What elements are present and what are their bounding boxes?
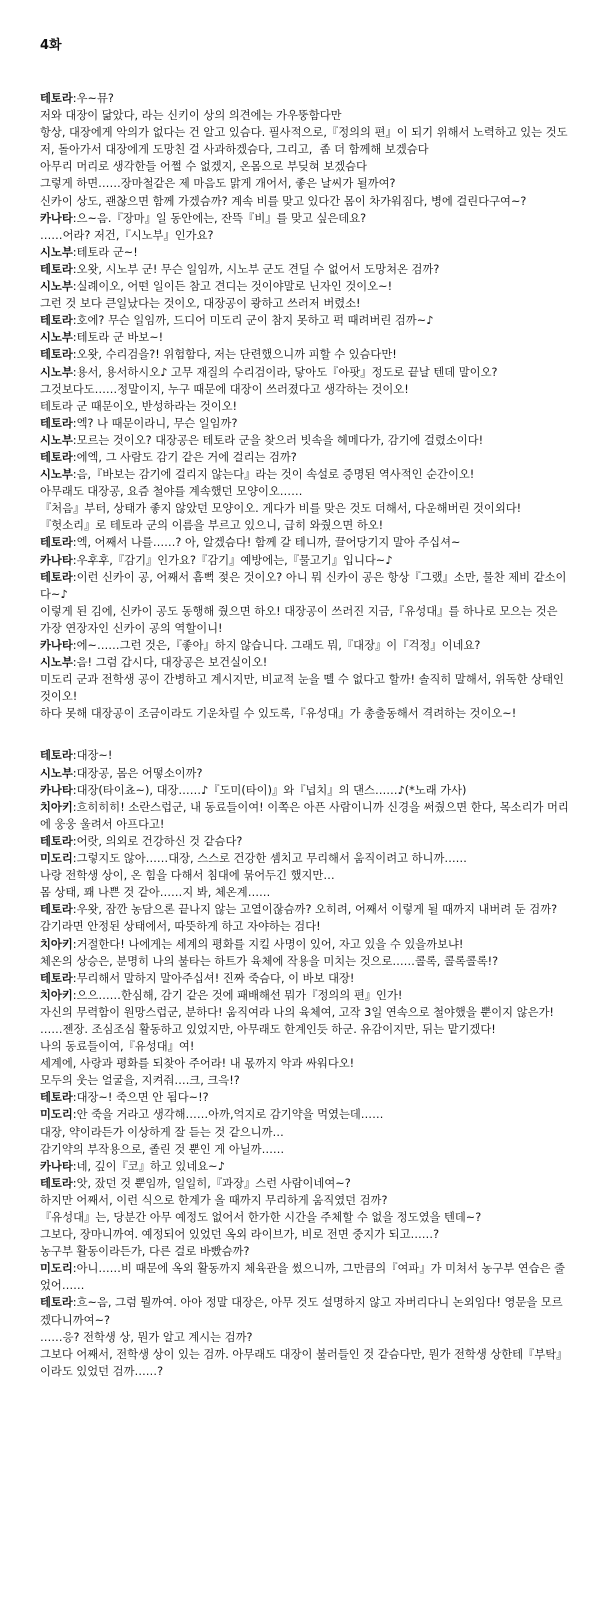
dialogue-text: 『처음』부터, 상태가 좋지 않았던 모양이오. 게다가 비를 맞은 것도 더해서, 다운해버린 것이외다! xyxy=(40,502,522,516)
speaker-name: 테토라 xyxy=(40,834,73,848)
dialogue-line: 테토라:흐~음, 그럼 뭘까여. 아아 정말 대장은, 아무 것도 설명하지 않고 자버리다니 논외임다! 영문을 모르겠다니까여~? xyxy=(40,1296,563,1327)
dialogue-text: 엑, 어째서 나를……? 아, 알겠슴다! 함께 갈 테니까, 끌어당기지 말아 주십셔~ xyxy=(76,536,461,550)
dialogue-line: 미도리:그렇지도 않아……대장, 스스로 건강한 셈치고 무리해서 움직이려고 하니까…… xyxy=(40,852,467,866)
dialogue-text: 대장공, 몸은 어떻소이까? xyxy=(76,766,203,780)
dialogue-line: 시노부:모르는 것이오? 대장공은 테토라 군을 찾으러 빗속을 헤메다가, 감기에 걸렸소이다! xyxy=(40,433,484,447)
dialogue-line xyxy=(40,381,570,398)
dialogue-text: 아무리 머리로 생각한들 어쩔 수 없겠지, 온몸으로 부딪혀 보겠슴다 xyxy=(40,160,367,174)
dialogue-text: 그렇지도 않아……대장, 스스로 건강한 셈치고 무리해서 움직이려고 하니까…… xyxy=(76,852,467,866)
dialogue-text: 음,『바보는 감기에 걸리지 않는다』라는 것이 속설로 증명된 역사적인 순간이오! xyxy=(76,468,475,482)
dialogue-line xyxy=(40,227,570,244)
dialogue-line xyxy=(40,193,570,210)
dialogue-text: 농구부 활동이라든가, 다른 걸로 바빴슴까? xyxy=(40,1245,250,1259)
dialogue-line xyxy=(40,158,570,175)
dialogue-text: 아니……비 때문에 옥외 활동까지 체육관을 썼으니까, 그만큼의『여파』가 미쳐서 농구부 연습은 줄었어…… xyxy=(40,1262,566,1293)
dialogue-text: 그보다 어째서, 전학생 상이 있는 검까. 아무래도 대장이 불러들인 것 같슴다만, 뭔가 전학생 상한테『부탁』이라도 있었던 검까……? xyxy=(40,1347,568,1378)
dialogue-text: 몸 상태, 꽤 나쁜 것 같아……지 봐, 체온계…… xyxy=(40,886,271,900)
dialogue-text: 대장(타이쵸~), 대장……♪『도미(타이)』와『넙치』의 댄스……♪(*노래 가사) xyxy=(76,783,467,797)
dialogue-text: 나의 동료들이여,『유성대』여! xyxy=(40,1040,195,1054)
dialogue-text: 이런 신카이 공, 어째서 흠뻑 젖은 것이오? 아니 뭐 신카이 공은 항상『그랬』소만, 물찬 제비 같소이다~♪ xyxy=(40,570,567,601)
speaker-name: 카나타 xyxy=(40,783,73,797)
dialogue-line: 테토라:대장~! xyxy=(40,749,113,763)
dialogue-line: 테토라:우왓, 잠깐 농담으론 끝나지 않는 고열이잖슴까? 오히려, 어째서 이렇게 될 때까지 내버려 둔 검까? xyxy=(40,903,558,917)
speaker-name: 시노부 xyxy=(40,433,73,447)
speaker-name: 시노부 xyxy=(40,656,73,670)
speaker-name: 치아키 xyxy=(40,937,73,951)
dialogue-line: 테토라:오왓, 수리검을?! 위험함다, 저는 단련했으니까 피할 수 있슴다만! xyxy=(40,348,397,362)
dialogue-line: 테토라:오왓, 시노부 군! 무슨 일임까, 시노부 군도 견딜 수 없어서 도망쳐온 검까? xyxy=(40,262,440,276)
dialogue-line: 테토라:엑, 어째서 나를……? 아, 알겠슴다! 함께 갈 테니까, 끌어당기지 말아 주십셔~ xyxy=(40,536,461,550)
dialogue-text: 자신의 무력함이 원망스럽군, 분하다! 움직여라 나의 육체여, 고작 3일 연속으로 철야했을 뿐이지 않은가! xyxy=(40,1005,554,1019)
dialogue-text: 감기약의 부작용으로, 졸린 것 뿐인 게 아닐까…… xyxy=(40,1142,285,1156)
dialogue-text: 테토라 군 때문이오, 반성하라는 것이오! xyxy=(40,399,238,413)
dialogue-text: 저, 돌아가서 대장에게 도망친 걸 사과하겠슴다, 그리고, 좀 더 함께해 보겠슴다 xyxy=(40,143,429,157)
dialogue-text: 네, 깊이『코』하고 있네요~♪ xyxy=(76,1159,225,1173)
dialogue-text: 체온의 상승은, 분명히 나의 불타는 하트가 육체에 작용을 미치는 것으로……콜록, 콜록콜록!? xyxy=(40,954,499,968)
dialogue-line: 시노부:음! 그럼 갑시다, 대장공은 보건실이오! xyxy=(40,656,268,670)
dialogue-line xyxy=(40,1021,570,1038)
dialogue-text: 신카이 상도, 괜찮으면 함께 가겠슴까? 계속 비를 맞고 있다간 몸이 차가워짐다, 병에 걸린다구여~? xyxy=(40,194,527,208)
dialogue-line: 시노부:테토라 군~! xyxy=(40,245,138,259)
dialogue-text: 안 죽을 거라고 생각해……아까,억지로 감기약을 먹였는데…… xyxy=(76,1108,384,1122)
speaker-name: 테토라 xyxy=(40,903,73,917)
dialogue-text: 우~뮤? xyxy=(76,92,114,105)
speaker-name: 시노부 xyxy=(40,766,73,780)
dialogue-text: 대장, 약이라든가 이상하게 잘 듣는 것 같으니까… xyxy=(40,1125,284,1139)
dialogue-text: 우왓, 잠깐 농담으론 끝나지 않는 고열이잖슴까? 오히려, 어째서 이렇게 될 때까지 내버려 둔 검까? xyxy=(76,903,558,917)
dialogue-line: 테토라:무리해서 말하지 말아주십셔! 진짜 죽슴다, 이 바보 대장! xyxy=(40,971,355,985)
speaker-name: 테토라 xyxy=(40,262,73,276)
dialogue-text: 엑? 나 때문이라니, 무슨 일임까? xyxy=(76,416,238,430)
speaker-name: 테토라 xyxy=(40,348,73,362)
dialogue-text: 테토라 군~! xyxy=(76,245,138,259)
dialogue-text: 우후후,『감기』인가요?『감기』예방에는,『물고기』입니다~♪ xyxy=(76,553,393,567)
speaker-name: 카나타 xyxy=(40,553,73,567)
dialogue-text: 미도리 군과 전학생 공이 간병하고 계시지만, 비교적 눈을 뗄 수 없다고 할까! 솔직히 말해서, 위독한 상태인 것이오! xyxy=(40,673,568,704)
dialogue-line xyxy=(40,918,570,935)
dialogue-line: 미도리:안 죽을 거라고 생각해……아까,억지로 감기약을 먹였는데…… xyxy=(40,1108,384,1122)
dialogue-text: 그보다, 장마니까여. 예정되어 있었던 옥외 라이브가, 비로 전면 중지가 되고……? xyxy=(40,1228,440,1242)
script-section xyxy=(40,747,570,1379)
dialogue-text: 용서, 용서하시오♪ 고무 재질의 수리검이라, 닿아도『아팟』정도로 끝날 텐데 말이오? xyxy=(76,365,498,379)
script-body xyxy=(40,90,570,1380)
dialogue-line xyxy=(40,953,570,970)
speaker-name: 카나타 xyxy=(40,1159,73,1173)
dialogue-text: 음! 그럼 갑시다, 대장공은 보건실이오! xyxy=(76,656,268,670)
dialogue-text: 『유성대』는, 당분간 아무 예정도 없어서 한가한 시간을 주체할 수 없을 정도였을 텐데~? xyxy=(40,1211,482,1224)
dialogue-text: 하지만 어째서, 이런 식으로 한계가 올 때까지 무리하게 움직였던 검까? xyxy=(40,1193,388,1207)
dialogue-text: 오왓, 시노부 군! 무슨 일임까, 시노부 군도 견딜 수 없어서 도망쳐온 검까? xyxy=(76,262,440,276)
speaker-name: 테토라 xyxy=(40,92,73,105)
dialogue-text: 흐히히히! 소란스럽군, 내 동료들이여! 이쪽은 아픈 사람이니까 신경을 써줬으면 한다, 목소리가 머리에 웅웅 울려서 아프다고! xyxy=(40,800,569,831)
dialogue-line xyxy=(40,1072,570,1089)
dialogue-line: 치아키:거절한다! 나에게는 세계의 평화를 지킬 사명이 있어, 자고 있을 수 있을까보냐! xyxy=(40,937,464,951)
dialogue-line: 치아키:흐히히히! 소란스럽군, 내 동료들이여! 이쪽은 아픈 사람이니까 신경을 써줬으면 한다, 목소리가 머리에 웅웅 울려서 아프다고! xyxy=(40,800,569,831)
dialogue-line xyxy=(40,1329,570,1346)
speaker-name: 테토라 xyxy=(40,570,73,584)
speaker-name: 테토라 xyxy=(40,749,73,763)
dialogue-line xyxy=(40,141,570,158)
dialogue-text: 『헛소리』로 테토라 군의 이름을 부르고 있으니, 급히 와줬으면 하오! xyxy=(40,519,384,533)
speaker-name: 시노부 xyxy=(40,468,73,482)
dialogue-line: 시노부:음,『바보는 감기에 걸리지 않는다』라는 것이 속설로 증명된 역사적인 순간이오! xyxy=(40,468,475,482)
dialogue-text: 실례이오, 어떤 일이든 참고 견디는 것이야말로 닌자인 것이오~! xyxy=(76,280,393,294)
dialogue-line xyxy=(40,1209,570,1226)
dialogue-line: 시노부:용서, 용서하시오♪ 고무 재질의 수리검이라, 닿아도『아팟』정도로 끝날 텐데 말이오? xyxy=(40,365,498,379)
dialogue-line: 테토라:에엑, 그 사람도 감기 같은 거에 걸리는 검까? xyxy=(40,450,297,464)
dialogue-text: 대장~! 죽으면 안 됨다~!? xyxy=(76,1091,209,1105)
dialogue-line: 카나타:으~음.『장마』일 동안에는, 잔뜩『비』를 맞고 싶은데요? xyxy=(40,211,367,225)
dialogue-text: ……응? 전학생 상, 뭔가 알고 계시는 검까? xyxy=(40,1330,253,1344)
chapter-title: 4화 xyxy=(40,38,62,53)
speaker-name: 카나타 xyxy=(40,639,73,652)
dialogue-text: 저와 대장이 닮았다, 라는 신키이 상의 의견에는 가우뚱함다만 xyxy=(40,109,342,123)
dialogue-text: 어랏, 의외로 건강하신 것 같슴다? xyxy=(76,834,243,848)
dialogue-line xyxy=(40,1038,570,1055)
dialogue-line: 테토라:대장~! 죽으면 안 됨다~!? xyxy=(40,1091,209,1105)
dialogue-line xyxy=(40,1346,570,1380)
dialogue-text: 나랑 전학생 상이, 온 힘을 다해서 침대에 묶어두긴 했지만… xyxy=(40,869,335,883)
script-section xyxy=(40,90,570,722)
dialogue-text: 에엑, 그 사람도 감기 같은 거에 걸리는 검까? xyxy=(76,450,297,464)
dialogue-text: 으~음.『장마』일 동안에는, 잔뜩『비』를 맞고 싶은데요? xyxy=(76,211,367,225)
dialogue-line: 테토라:호에? 무슨 일임까, 드디어 미도리 군이 참지 못하고 퍽 때려버린 검까~♪ xyxy=(40,314,434,328)
dialogue-text: ……어라? 저건,『시노부』인가요? xyxy=(40,228,214,242)
dialogue-line xyxy=(40,671,570,705)
dialogue-line xyxy=(40,884,570,901)
speaker-name: 치아키 xyxy=(40,800,73,814)
dialogue-text: 세계에, 사랑과 평화를 되찾아 주어라! 내 몫까지 악과 싸워다오! xyxy=(40,1057,355,1071)
dialogue-line: 테토라:앗, 잤던 것 뿐임까, 일일히,『과장』스런 사람이네여~? xyxy=(40,1176,351,1190)
dialogue-text: 모두의 웃는 얼굴을, 지켜줘….크, 크윽!? xyxy=(40,1074,240,1088)
dialogue-line: 카나타:우후후,『감기』인가요?『감기』예방에는,『물고기』입니다~♪ xyxy=(40,553,393,567)
speaker-name: 테토라 xyxy=(40,1176,73,1190)
dialogue-line: 미도리:아니……비 때문에 옥외 활동까지 체육관을 썼으니까, 그만큼의『여파』가 미쳐서 농구부 연습은 줄었어…… xyxy=(40,1262,566,1293)
dialogue-text: 그런 것 보다 큰일났다는 것이오, 대장공이 쾅하고 쓰러저 버렸소! xyxy=(40,297,361,311)
speaker-name: 치아키 xyxy=(40,988,73,1002)
dialogue-line xyxy=(40,1243,570,1260)
speaker-name: 미도리 xyxy=(40,1262,73,1276)
dialogue-line xyxy=(40,517,570,534)
speaker-name: 테토라 xyxy=(40,416,73,430)
dialogue-text: 하다 못해 대장공이 조금이라도 기운차릴 수 있도록,『유성대』가 총출동해서 격려하는 것이오~! xyxy=(40,707,517,721)
dialogue-text: 흐~음, 그럼 뭘까여. 아아 정말 대장은, 아무 것도 설명하지 않고 자버리다니 논외임다! 영문을 모르겠다니까여~? xyxy=(40,1296,563,1327)
dialogue-line xyxy=(40,107,570,124)
dialogue-text: 감기라면 안정된 상태에서, 따뜻하게 하고 자야하는 검다! xyxy=(40,920,321,934)
section-break xyxy=(40,722,570,747)
dialogue-text: 모르는 것이오? 대장공은 테토라 군을 찾으러 빗속을 헤메다가, 감기에 걸렸소이다! xyxy=(76,433,484,447)
speaker-name: 테토라 xyxy=(40,536,73,550)
dialogue-line xyxy=(40,1055,570,1072)
dialogue-line: 테토라:우~뮤? xyxy=(40,92,114,105)
speaker-name: 미도리 xyxy=(40,1108,73,1122)
dialogue-text: 호에? 무슨 일임까, 드디어 미도리 군이 참지 못하고 퍽 때려버린 검까~♪ xyxy=(76,314,434,328)
dialogue-line xyxy=(40,1141,570,1158)
dialogue-text: 무리해서 말하지 말아주십셔! 진짜 죽슴다, 이 바보 대장! xyxy=(76,971,355,985)
dialogue-line xyxy=(40,175,570,192)
dialogue-text: 테토라 군 바보~! xyxy=(76,331,164,345)
speaker-name: 미도리 xyxy=(40,852,73,866)
dialogue-text: 그것보다도……정말이지, 누구 때문에 대장이 쓰러졌다고 생각하는 것이오! xyxy=(40,382,409,396)
dialogue-line: 테토라:이런 신카이 공, 어째서 흠뻑 젖은 것이오? 아니 뭐 신카이 공은 항상『그랬』소만, 물찬 제비 같소이다~♪ xyxy=(40,570,567,601)
speaker-name: 테토라 xyxy=(40,450,73,464)
speaker-name: 테토라 xyxy=(40,1296,73,1310)
dialogue-line xyxy=(40,500,570,517)
speaker-name: 시노부 xyxy=(40,365,73,379)
dialogue-text: 이렇게 된 김에, 신카이 공도 동행해 줬으면 하오! 대장공이 쓰러진 지금,『유성대』를 하나로 모으는 것은 가장 연장자인 신카이 공의 역할이니! xyxy=(40,604,562,635)
speaker-name: 시노부 xyxy=(40,331,73,345)
dialogue-line xyxy=(40,295,570,312)
dialogue-line xyxy=(40,1226,570,1243)
speaker-name: 테토라 xyxy=(40,1091,73,1105)
speaker-name: 시노부 xyxy=(40,245,73,259)
dialogue-line: 카나타:에~……그런 것은,『좋아』하지 않습니다. 그래도 뭐,『대장』이『걱정』이네요? xyxy=(40,639,481,652)
dialogue-text: 아무래도 대장공, 요즘 철야를 계속했던 모양이오…… xyxy=(40,485,303,499)
dialogue-line: 시노부:테토라 군 바보~! xyxy=(40,331,164,345)
dialogue-text: 오왓, 수리검을?! 위험함다, 저는 단련했으니까 피할 수 있슴다만! xyxy=(76,348,397,362)
dialogue-line: 카나타:네, 깊이『코』하고 있네요~♪ xyxy=(40,1159,225,1173)
dialogue-line: 시노부:대장공, 몸은 어떻소이까? xyxy=(40,766,203,780)
dialogue-line xyxy=(40,603,570,637)
dialogue-line xyxy=(40,1004,570,1021)
speaker-name: 테토라 xyxy=(40,971,73,985)
dialogue-line xyxy=(40,1192,570,1209)
dialogue-line xyxy=(40,398,570,415)
dialogue-text: 으으……한심해, 감기 같은 것에 패배해선 뭐가『정의의 편』인가! xyxy=(76,988,403,1002)
dialogue-text: 대장~! xyxy=(76,749,113,763)
dialogue-line xyxy=(40,124,570,141)
speaker-name: 테토라 xyxy=(40,314,73,328)
dialogue-line: 테토라:엑? 나 때문이라니, 무슨 일임까? xyxy=(40,416,238,430)
dialogue-line: 치아키:으으……한심해, 감기 같은 것에 패배해선 뭐가『정의의 편』인가! xyxy=(40,988,403,1002)
dialogue-line xyxy=(40,1124,570,1141)
dialogue-line xyxy=(40,483,570,500)
dialogue-line: 시노부:실례이오, 어떤 일이든 참고 견디는 것이야말로 닌자인 것이오~! xyxy=(40,280,393,294)
speaker-name: 카나타 xyxy=(40,211,73,225)
dialogue-text: 앗, 잤던 것 뿐임까, 일일히,『과장』스런 사람이네여~? xyxy=(76,1176,351,1190)
speaker-name: 시노부 xyxy=(40,280,73,294)
dialogue-text: ……젠장. 조심조심 활동하고 있었지만, 아무래도 한계인듯 하군. 유감이지만, 뒤는 맡기겠다! xyxy=(40,1022,496,1036)
dialogue-text: 에~……그런 것은,『좋아』하지 않습니다. 그래도 뭐,『대장』이『걱정』이네요? xyxy=(76,639,481,652)
dialogue-text: 그렇게 하면……장마철같은 제 마음도 맑게 개어서, 좋은 날씨가 될까여? xyxy=(40,177,396,191)
dialogue-text: 거절한다! 나에게는 세계의 평화를 지킬 사명이 있어, 자고 있을 수 있을까보냐! xyxy=(76,937,464,951)
dialogue-text: 항상, 대장에게 악의가 없다는 건 알고 있슴다. 필사적으로,『정의의 편』이 되기 위해서 노력하고 있는 것도 xyxy=(40,126,568,140)
dialogue-line xyxy=(40,867,570,884)
dialogue-line: 카나타:대장(타이쵸~), 대장……♪『도미(타이)』와『넙치』의 댄스……♪(*노래 가사) xyxy=(40,783,467,797)
dialogue-line: 테토라:어랏, 의외로 건강하신 것 같슴다? xyxy=(40,834,243,848)
dialogue-line xyxy=(40,705,570,722)
